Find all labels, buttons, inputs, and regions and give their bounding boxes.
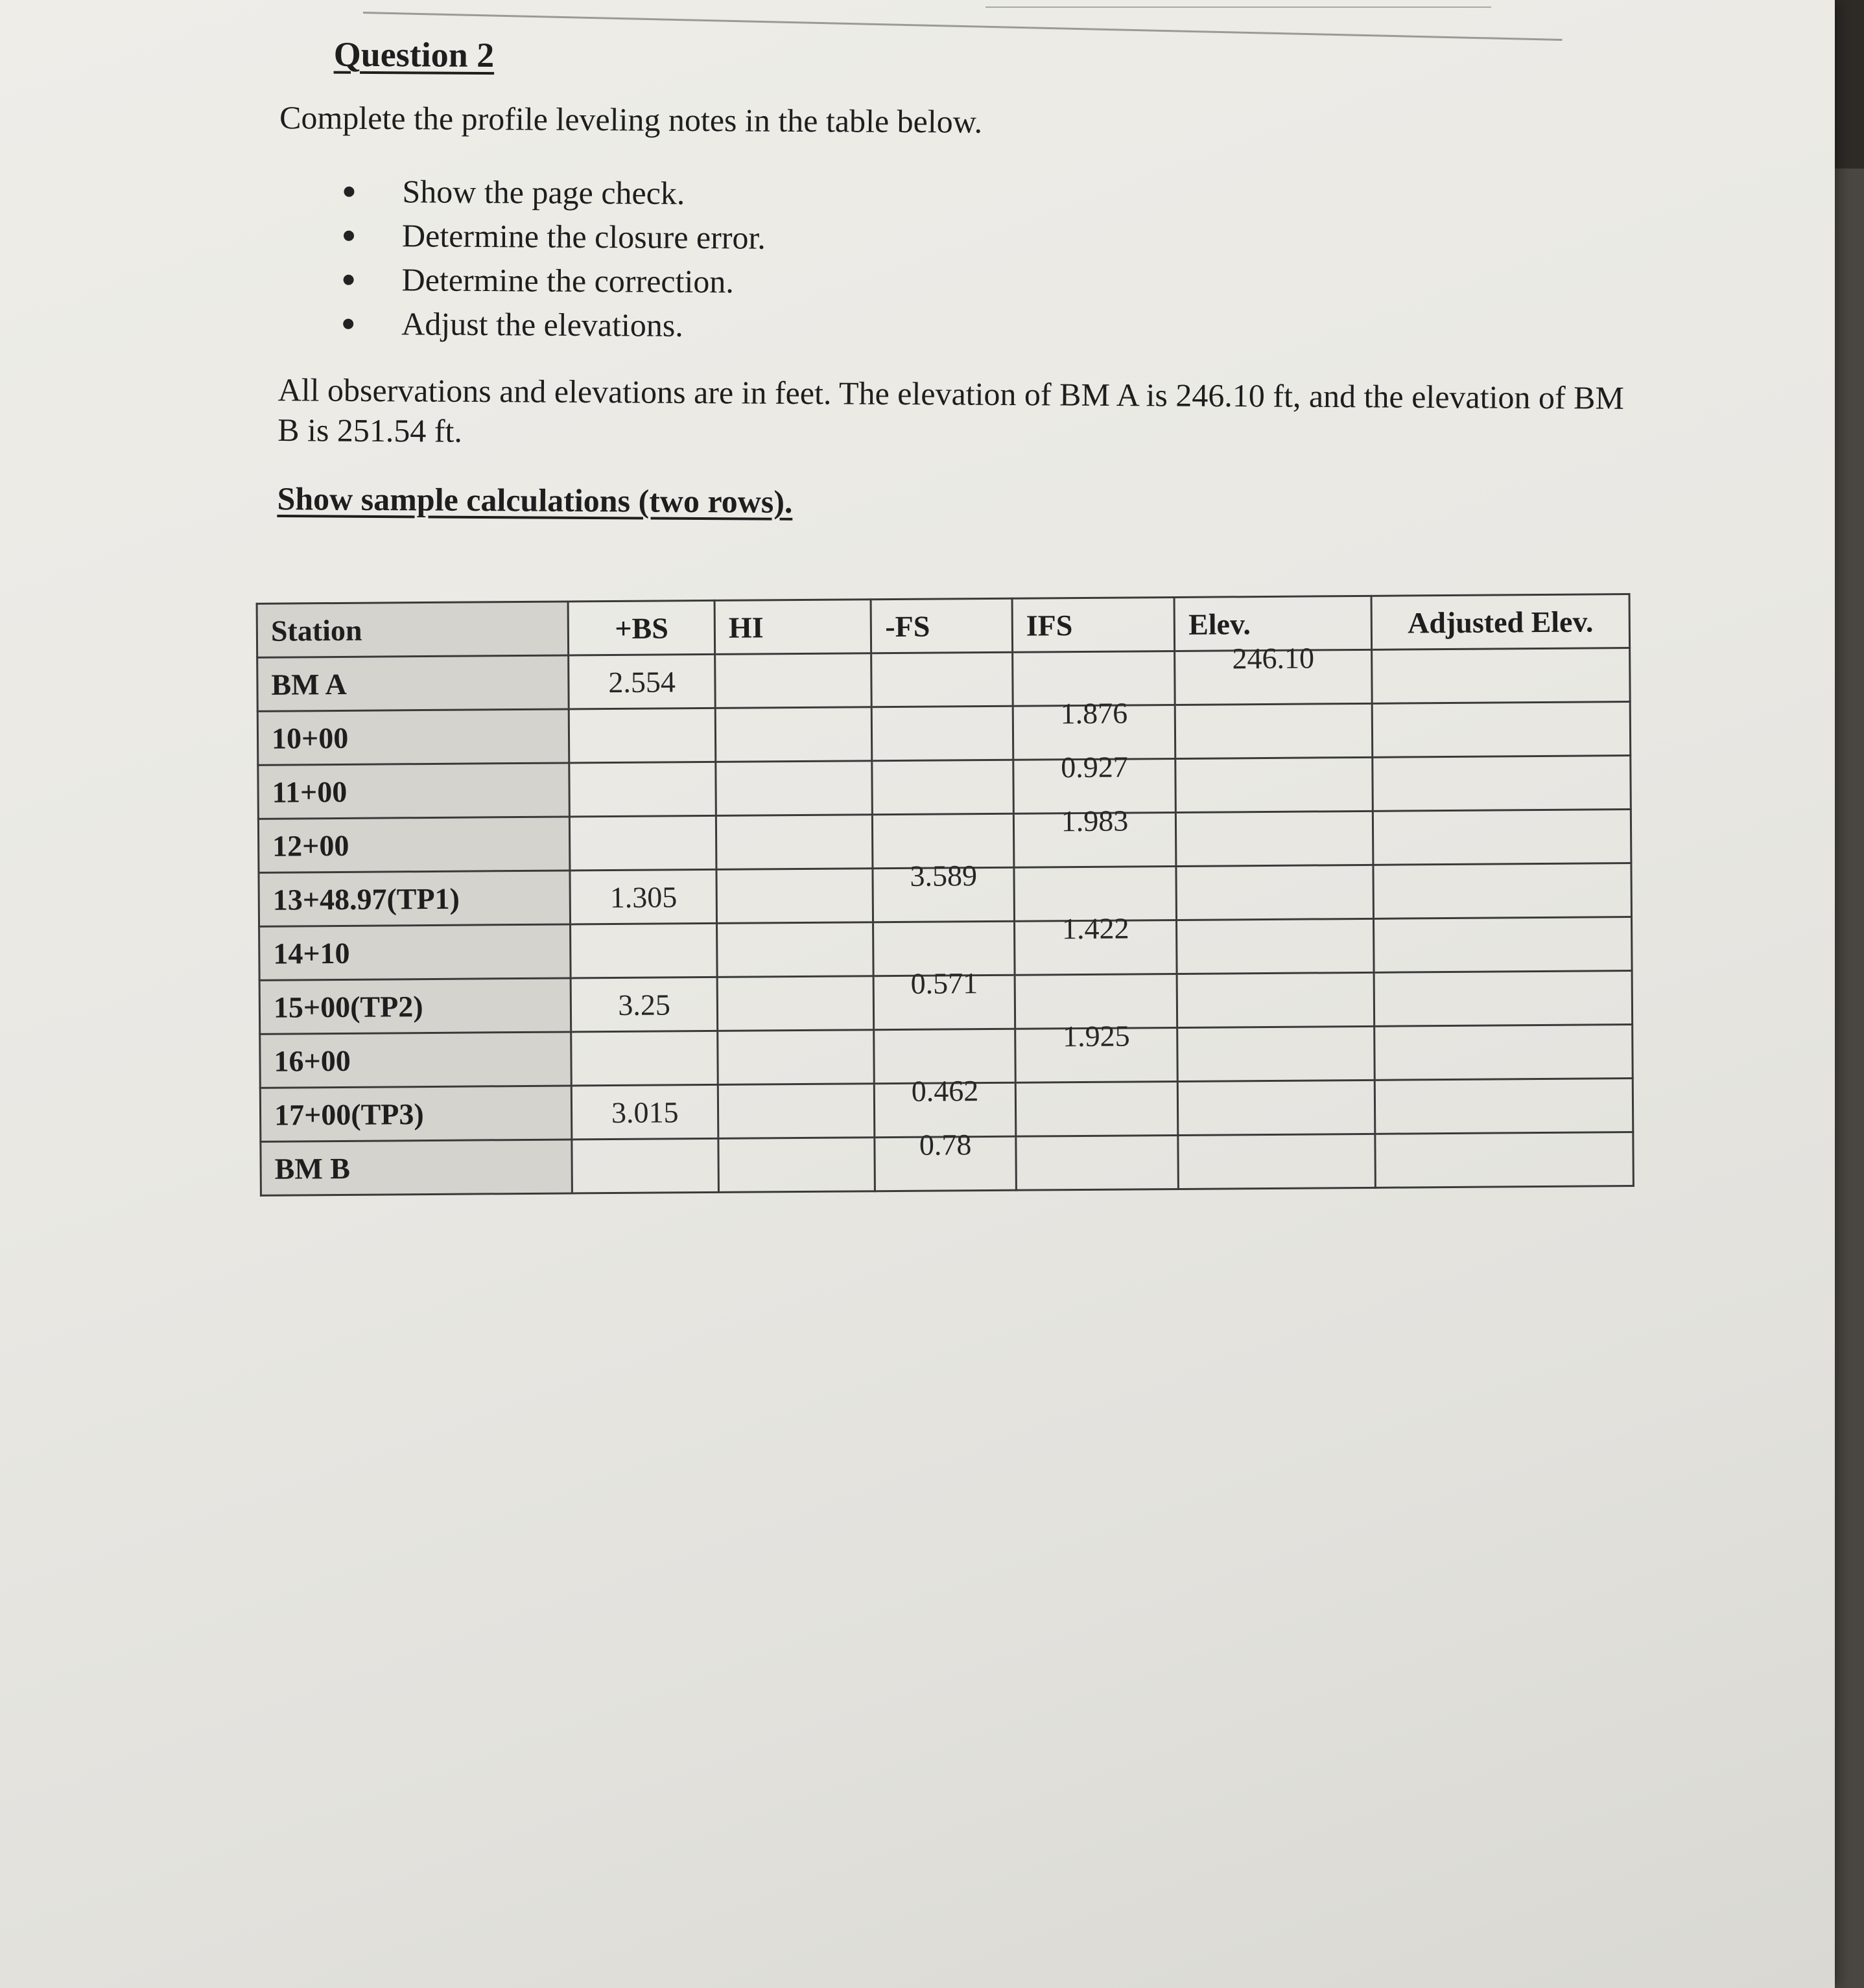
hi-cell [717, 976, 874, 1031]
elev-cell [1177, 1026, 1374, 1081]
bs-cell: 3.25 [571, 977, 718, 1032]
bs-cell [571, 1031, 718, 1086]
hi-cell [715, 653, 872, 708]
station-cell: 12+00 [258, 817, 570, 872]
page-edge-line [363, 12, 1563, 41]
ifs-cell [1015, 1018, 1178, 1082]
ifs-cell [1013, 803, 1176, 867]
fs-cell [872, 760, 1013, 815]
question-paragraph: All observations and elevations are in feet. The elevation of BM A is 246.10 ft, and the elevation of BM B is 251.54 ft. [277, 371, 1625, 449]
task-item: Adjust the elevations. [329, 301, 765, 348]
fs-value: 0.78 [919, 1127, 972, 1162]
elev-cell [1176, 811, 1373, 866]
table-row [259, 863, 1632, 927]
adjusted-elev-cell [1373, 863, 1632, 919]
elev-cell [1175, 703, 1372, 758]
elev-cell [1176, 865, 1373, 920]
table-header-row [257, 594, 1630, 658]
hi-cell [716, 815, 873, 870]
header-station: Station [257, 602, 569, 657]
ifs-cell [1014, 911, 1177, 975]
adjusted-elev-cell [1372, 648, 1631, 704]
bs-cell: 3.015 [572, 1084, 718, 1140]
task-item: Determine the closure error. [329, 213, 766, 260]
hi-cell [715, 707, 872, 762]
adjusted-elev-cell [1373, 917, 1632, 973]
table-row [258, 756, 1631, 819]
header-elev: Elev. [1174, 596, 1371, 651]
table-row [259, 971, 1633, 1035]
header-hi: HI [714, 600, 871, 655]
elev-value: 246.10 [1232, 640, 1315, 675]
bs-cell: 1.305 [570, 869, 716, 924]
adjusted-elev-cell [1374, 1079, 1633, 1134]
bs-cell [571, 923, 717, 978]
leveling-table-wrapper [256, 593, 1634, 1197]
fs-cell [875, 1127, 1016, 1191]
station-cell: 16+00 [260, 1032, 572, 1088]
task-item: Show the page check. [329, 169, 766, 216]
ifs-value: 1.876 [1060, 696, 1128, 730]
question-title: Question 2 [333, 34, 495, 75]
fs-cell [874, 966, 1015, 1030]
station-cell: BM A [257, 655, 569, 711]
fs-cell [871, 652, 1013, 707]
fs-cell [872, 706, 1013, 761]
task-item: Determine the correction. [329, 257, 765, 304]
bs-cell [572, 1138, 718, 1193]
question-intro: Complete the profile leveling notes in the table below. [279, 99, 983, 140]
bs-cell [569, 762, 716, 817]
elev-cell [1178, 1134, 1375, 1189]
adjusted-elev-cell [1374, 971, 1633, 1027]
bs-cell: 2.554 [569, 654, 715, 709]
station-cell: 15+00(TP2) [259, 978, 571, 1034]
station-cell: BM B [261, 1140, 572, 1195]
bullet-icon [344, 275, 354, 285]
bs-cell [570, 815, 716, 871]
station-cell: 11+00 [258, 763, 570, 819]
fs-value: 3.589 [910, 858, 978, 893]
table-row [261, 1132, 1634, 1196]
hi-cell [718, 1084, 875, 1139]
station-cell: 17+00(TP3) [260, 1086, 572, 1141]
fs-value: 0.462 [911, 1073, 979, 1108]
elev-cell [1177, 918, 1374, 974]
hi-cell [718, 1138, 875, 1193]
table-row [257, 702, 1631, 766]
fs-cell [873, 858, 1014, 922]
ifs-cell [1015, 1081, 1178, 1136]
station-cell: 10+00 [257, 709, 569, 765]
header-ifs: IFS [1012, 597, 1175, 652]
fs-value: 0.571 [910, 966, 978, 1000]
header-bs: +BS [568, 600, 714, 655]
bullet-icon [344, 187, 354, 197]
elev-cell [1175, 757, 1373, 812]
ifs-value: 0.927 [1061, 749, 1128, 784]
station-cell: 14+10 [259, 924, 571, 980]
ifs-cell [1016, 1135, 1179, 1190]
ifs-value: 1.422 [1061, 911, 1129, 945]
hi-cell [716, 869, 873, 924]
question-content [270, 26, 1634, 1186]
header-fs: -FS [871, 598, 1013, 653]
bullet-icon [344, 231, 354, 241]
hi-cell [718, 1030, 875, 1085]
sample-calculations-note: Show sample calculations (two rows). [277, 480, 793, 520]
adjusted-elev-cell [1373, 810, 1631, 865]
adjusted-elev-cell [1372, 702, 1631, 758]
adjusted-elev-cell [1375, 1132, 1634, 1188]
station-cell: 13+48.97(TP1) [259, 871, 571, 926]
page-edge-line-secondary [985, 6, 1491, 8]
adjusted-elev-cell [1374, 1025, 1633, 1081]
elev-cell [1175, 640, 1372, 705]
header-adjusted-elev: Adjusted Elev. [1371, 594, 1630, 650]
elev-cell [1178, 1080, 1375, 1135]
task-list [329, 169, 766, 348]
ifs-value: 1.925 [1062, 1018, 1130, 1053]
bs-cell [569, 708, 716, 763]
leveling-notes-table [256, 593, 1634, 1197]
hi-cell [716, 761, 873, 816]
ifs-value: 1.983 [1061, 803, 1129, 837]
bullet-icon [343, 319, 353, 329]
elev-cell [1177, 972, 1374, 1027]
table-row [257, 648, 1631, 712]
hi-cell [717, 922, 874, 977]
adjusted-elev-cell [1373, 756, 1631, 812]
